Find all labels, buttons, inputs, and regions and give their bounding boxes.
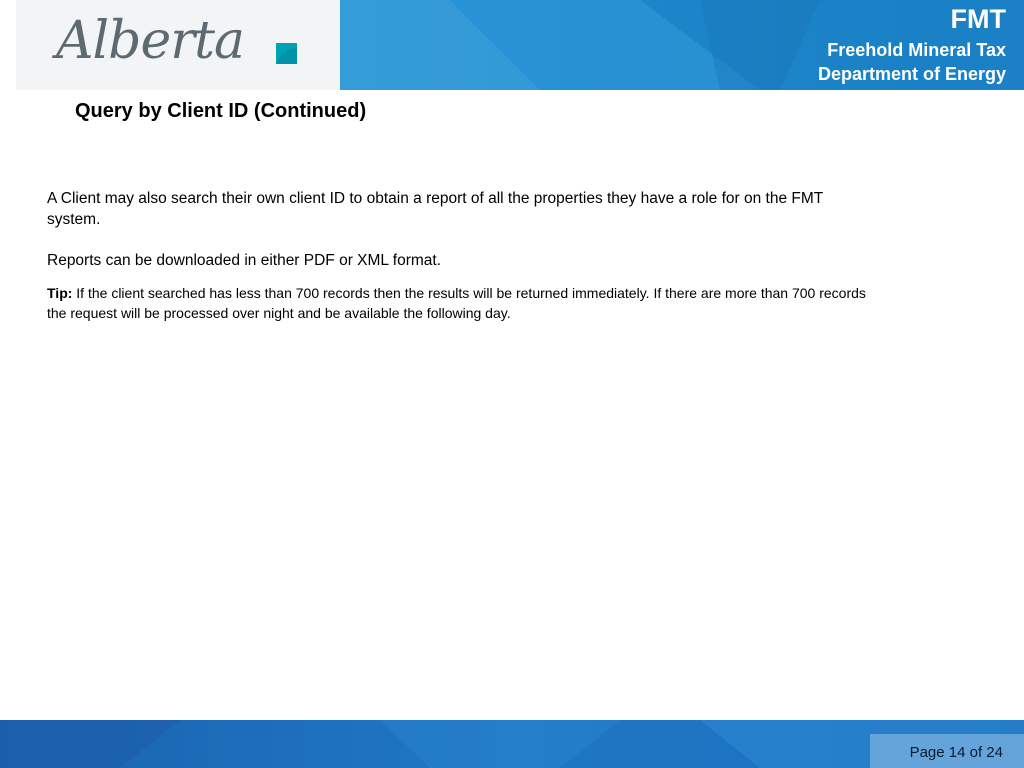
- footer-background: [0, 720, 1024, 768]
- logo-mark-icon: [276, 43, 297, 64]
- tip-note: [47, 283, 877, 323]
- alberta-logo: Alberta: [56, 11, 244, 71]
- brand-line-1: Freehold Mineral Tax: [827, 40, 1006, 60]
- brand-block: [818, 4, 1006, 86]
- tip-label: Tip:: [47, 285, 73, 301]
- brand-line-2: Department of Energy: [817, 64, 1006, 84]
- brand-abbreviation: FMT: [950, 4, 1006, 34]
- footer-banner: [0, 720, 1024, 768]
- paragraph-report-format: Reports can be downloaded in either PDF or XML format.: [47, 252, 442, 269]
- header-banner: [0, 0, 1024, 90]
- page-number: Page 14 of 24: [909, 744, 1003, 761]
- body-content: [47, 188, 877, 343]
- tip-text: If the client searched has less than 700 records then the results will be returned immediately. If there are more than 700 records the request will be processed over night and be available the following day.: [47, 285, 866, 321]
- page-title: Query by Client ID (Continued): [75, 100, 367, 122]
- paragraph-client-search: A Client may also search their own client ID to obtain a report of all the properties they have a role for on the FMT system.: [47, 190, 823, 228]
